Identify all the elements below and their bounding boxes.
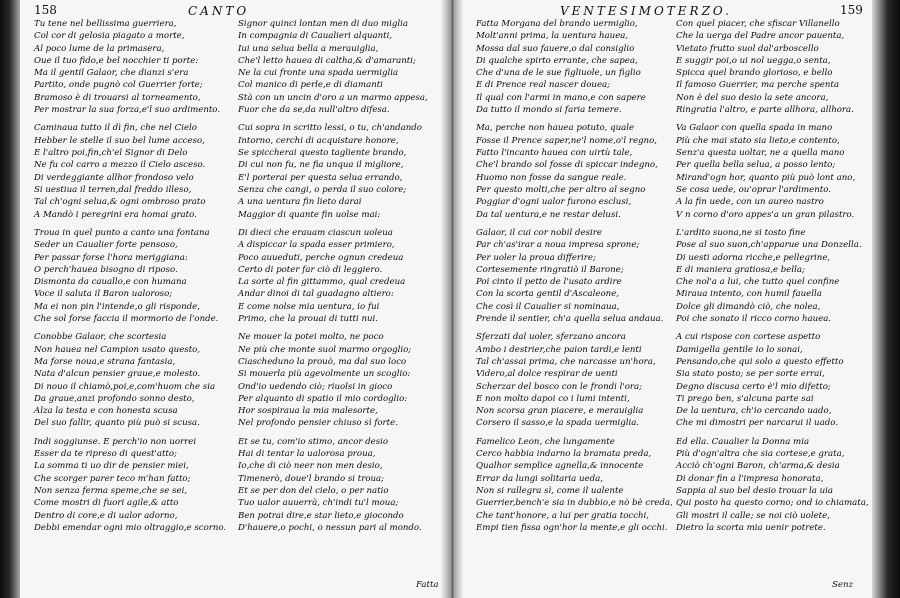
- verse-line: Che'l brando sol fosse di spiccar indegno,: [476, 160, 658, 171]
- verse-line: Ma, perche non hauea potuto, quale: [476, 123, 635, 134]
- verse-line: Vietato frutto suol dal'arboscello: [676, 43, 819, 54]
- verse-line: Più che mai stato sia lieto,e contento,: [676, 135, 840, 146]
- verse-line: Nata d'alcun pensier graue,e molesto.: [34, 369, 201, 380]
- verse-line: Huomo non fosse da sangue reale.: [476, 172, 627, 183]
- verse-line: Molt'anni prima, la uentura hauea,: [476, 31, 629, 42]
- verse-line: Seder un Caualier forte pensoso,: [34, 240, 178, 251]
- verse-line: Mossa dal suo fauere,o dal consiglio: [476, 43, 635, 54]
- verse-line: Per uoler la proua differire;: [476, 252, 596, 263]
- verse-line: Tal ch'ogni selua,& ogni ombroso prato: [34, 197, 206, 208]
- stanza: [676, 436, 876, 534]
- verse-line: Ben potrai dire,e star lieto,e giocondo: [238, 510, 404, 521]
- verse-line: Come mostri di fuori agile,& atto: [34, 498, 179, 509]
- verse-line: Che sol forse faccia il mormorio de l'onde.: [34, 314, 219, 325]
- stanza: [34, 227, 239, 325]
- verse-line: Col cor di gelosia piagato a morte,: [34, 31, 185, 42]
- verse-line: Che mi dimostri per narcarui il uado.: [676, 418, 838, 429]
- verse-line: Certo di poter far ciò di leggiero.: [238, 264, 383, 275]
- verse-line: Ma ei non pin l'intende,o gli risponde,: [34, 301, 200, 312]
- verse-line: Pensando,che qui solo a questo effetto: [676, 357, 844, 367]
- verse-line: Ne la cui fronte una spada uermiglia: [238, 68, 399, 79]
- verse-line: Io,che di ciò neer non men desio,: [238, 461, 383, 472]
- verse-line: E'l porterai per questa selua errando,: [238, 172, 403, 183]
- verse-line: Tal ch'assai prima, che narcasse un'hora,: [476, 357, 656, 367]
- verse-line: Voce il saluta il Baron ualoroso;: [34, 289, 173, 300]
- verse-line: Scherzar del bosco con le frondi l'ora;: [476, 381, 643, 392]
- left-column-1: [34, 18, 239, 540]
- verse-line: Si mouerla più agevolmente un scoglio:: [238, 369, 411, 380]
- verse-line: Di cui non fu, ne fia unqua il migliore,: [238, 160, 404, 171]
- verse-line: Al poco lume de la primasera,: [34, 43, 165, 54]
- right-book-edge: [872, 0, 900, 598]
- verse-line: Ne mouer la potei molto, ne poco: [238, 332, 384, 343]
- right-catchword: Senz: [832, 580, 854, 590]
- verse-line: Più d'ogn'altra che sia cortese,e grata,: [676, 449, 845, 460]
- verse-line: Ma forse noua,e strana fantasia,: [34, 357, 176, 367]
- verse-line: Che tant'honore, a lui per gratia tocchi,: [476, 510, 650, 521]
- right-column-1: [476, 18, 674, 540]
- verse-line: Di dieci che erauam ciascun uoleua: [238, 227, 393, 238]
- verse-line: D'hauere,o pochi, o nessun pari al mondo.: [238, 522, 422, 533]
- verse-line: Primo, che la prouai di tutti nui.: [238, 314, 379, 325]
- verse-line: Senz'a questa uoltar, ne a quella mano: [676, 148, 845, 159]
- verse-line: Dentro di core,e di ualor adorno,: [34, 510, 178, 521]
- verse-line: La sorte al fin gittammo, qual credeua: [238, 277, 406, 288]
- verse-line: Ambo i destrier,che paion tardi,e lenti: [476, 344, 642, 355]
- right-column-2: [676, 18, 876, 540]
- verse-line: Nel profondo pensier chiuso sì forte.: [238, 418, 398, 429]
- verse-line: Di nouo il chiamò,poi,e,com'huom che sia: [34, 381, 216, 392]
- stanza: [238, 331, 448, 429]
- verse-line: De la uentura, ch'io cercando uado,: [676, 406, 832, 417]
- verse-line: O perch'hauea bisogno di riposo.: [34, 264, 178, 275]
- verse-line: La somma ti uo dir de pensier miei,: [34, 461, 189, 472]
- stanza: [476, 331, 674, 429]
- verse-line: Ne fu col carro a mezzo il Cielo asceso.: [34, 160, 206, 171]
- verse-line: Non si rallegra sì, come il ualente: [476, 486, 624, 497]
- verse-line: E non molto dapoi co i lumi intenti,: [476, 393, 630, 404]
- verse-line: Miraua intento, con humil fauella: [676, 289, 822, 300]
- verse-line: A dispiccar la spada esser primiero,: [238, 240, 395, 251]
- verse-line: Qualhor semplice agnella,& innocente: [476, 461, 644, 472]
- verse-line: Non hauea nel Campion usato questo,: [34, 344, 201, 355]
- verse-line: Dietro la scorta mia uenir potrete.: [676, 522, 826, 533]
- verse-line: Bramoso è di trouarsi al torneamento,: [34, 92, 201, 103]
- verse-line: Videro,al dolce respirar de uenti: [476, 369, 618, 380]
- verse-line: Indi soggiunse. E perch'io non uorrei: [34, 436, 197, 447]
- verse-line: E l'altro poi,fin,ch'el Signor di Delo: [34, 148, 188, 159]
- verse-line: Ma il gentil Galaor, che dianzi s'era: [34, 68, 189, 79]
- verse-line: Sferzati dal uoler, sferzano ancora: [476, 332, 626, 343]
- verse-line: A la fin uede, con un aureo nastro: [676, 197, 824, 208]
- verse-line: Di verdeggiante allhor frondoso velo: [34, 172, 194, 183]
- verse-line: Che così il Caualier si nominaua,: [476, 301, 620, 312]
- verse-line: Che d'una de le sue figliuole, un figlio: [476, 68, 641, 79]
- stanza: [34, 331, 239, 429]
- verse-line: In compagnia di Caualieri alquanti,: [238, 31, 393, 42]
- verse-line: Per mostrar la sua forza,e'l suo ardimento.: [34, 105, 221, 116]
- stanza: [238, 18, 448, 116]
- verse-line: Non scorsa gran piacere, e merauiglia: [476, 406, 644, 417]
- verse-line: Poi cinto il petto de l'usato ardire: [476, 277, 622, 288]
- verse-line: Il qual con l'armi in mano,e con sapere: [476, 92, 646, 103]
- verse-line: E come nolse mia uentura, io fui: [238, 301, 380, 312]
- verse-line: V n corno d'oro appes'a un gran pilastro.: [676, 209, 855, 220]
- stanza: [676, 331, 876, 429]
- verse-line: Il famoso Guerrier, ma perche spenta: [676, 80, 839, 91]
- left-catchword: Fatta: [416, 580, 439, 590]
- stanza: [676, 18, 876, 116]
- verse-line: Fuor che da se,da null'altro difesa.: [238, 105, 390, 116]
- verse-line: L'ardito suona,ne si tosto fine: [676, 227, 806, 238]
- verse-line: Dismonta da cauallo,e con humana: [34, 277, 187, 288]
- verse-line: Caminaua tutto il dì fin, che nel Cielo: [34, 123, 197, 134]
- verse-line: Fatta Morgana del brando uermiglio,: [476, 19, 638, 29]
- verse-line: Se cosa uede, ou'oprar l'ardimento.: [676, 184, 832, 195]
- verse-line: Per questo molti,che per altro al segno: [476, 184, 646, 195]
- verse-line: Corsero il sasso,e la spada uermiglia.: [476, 418, 640, 429]
- verse-line: Che'l letto hauea di caltha,& d'amaranti;: [238, 55, 416, 66]
- verse-line: Da tal uentura,e ne restar delusi.: [476, 209, 621, 220]
- verse-line: Non è del suo desio la sete ancora,: [676, 92, 829, 103]
- verse-line: Di donar fin a l'impresa honorata,: [676, 473, 824, 484]
- stanza: [476, 122, 674, 220]
- verse-line: Ond'io uedendo ciò; riuolsi in gioco: [238, 381, 393, 392]
- stanza: [676, 227, 876, 325]
- verse-line: Dolce gli dimandò ciò, che nolea,: [676, 301, 821, 312]
- verse-line: Col manico di perle,e di diamanti: [238, 80, 383, 91]
- stanza: [238, 436, 448, 534]
- left-column-2: [238, 18, 448, 540]
- verse-line: Ciascheduno la prouò, ma dal suo loco: [238, 357, 407, 367]
- verse-line: Debbi emendar ogni mio oltraggio,e scorno.: [34, 522, 227, 533]
- verse-line: Va Galaor con quella spada in mano: [676, 123, 833, 134]
- verse-line: Senza che cangi, o perda il suo colore;: [238, 184, 407, 195]
- verse-line: Acciò ch'ogni Baron, ch'arma,& desia: [676, 461, 840, 472]
- stanza: [476, 227, 674, 325]
- verse-line: E di Prence real nascer douea;: [476, 80, 611, 91]
- verse-line: Empi tien fissa ogn'hor la mente,e gli occhi.: [476, 522, 668, 533]
- verse-line: Hebber le stelle il suo bel lume acceso,: [34, 135, 205, 146]
- verse-line: Per quella bella selua, a posso lento;: [676, 160, 836, 171]
- verse-line: Par ch'as'irar a noua impresa sprone;: [476, 240, 640, 251]
- stanza: [676, 122, 876, 220]
- stanza: [34, 122, 239, 220]
- verse-line: Da graue,anzi profondo sonno desto,: [34, 393, 195, 404]
- verse-line: Stà con un uncin d'oro a un marmo appesa,: [238, 92, 428, 103]
- verse-line: Conobbe Galaor, che scortesia: [34, 332, 167, 343]
- verse-line: Damigella gentile io lo sonai,: [676, 344, 803, 355]
- left-page: [20, 0, 456, 598]
- verse-line: Del suo fallir, quanto più può si scusa.: [34, 418, 200, 429]
- verse-line: A una uentura fin lieto darai: [238, 197, 362, 208]
- left-page-number: 158: [34, 3, 57, 17]
- verse-line: Gli mostri il calle; se noi ciò uolete,: [676, 510, 830, 521]
- verse-line: Degno discusa certo è'l mio difetto;: [676, 381, 831, 392]
- stanza: [238, 122, 448, 220]
- verse-line: Si uestiua il terren,dal freddo illeso,: [34, 184, 192, 195]
- verse-line: Intorno, cerchi di acquistare honore,: [238, 135, 399, 146]
- verse-line: Et se tu, com'io stimo, ancor desio: [238, 436, 389, 447]
- verse-line: Da tutto il mondo si faria temere.: [476, 105, 622, 116]
- verse-line: Alza la testa e con honesta scusa: [34, 406, 178, 417]
- verse-line: Che nol'a a lui, che tutto quel confine: [676, 277, 840, 288]
- verse-line: Con quel piacer, che sfiscar Villanello: [676, 19, 840, 29]
- verse-line: Spicca quel brando glorioso, e bello: [676, 68, 833, 79]
- verse-line: Iui una selua bella a merauiglia,: [238, 43, 379, 54]
- verse-line: A cui rispose con cortese aspetto: [676, 332, 821, 343]
- verse-line: Poco auueduti, perche ognun credeua: [238, 252, 404, 263]
- verse-line: Non senza ferma speme,che se sei,: [34, 486, 188, 497]
- verse-line: Maggior di quante fin uolse mai:: [238, 209, 381, 220]
- verse-line: Cerco habbia indarno la bramata preda,: [476, 449, 652, 460]
- book-gutter: [441, 0, 463, 598]
- verse-line: Et se per don del cielo, o per natio: [238, 486, 389, 497]
- verse-line: Hai di tentar la ualorosa proua,: [238, 449, 376, 460]
- verse-line: Ed ella. Caualier la Donna mia: [676, 436, 810, 447]
- right-page-number: 159: [840, 3, 863, 17]
- verse-line: Hor sospiraua la mia malesorte,: [238, 406, 378, 417]
- verse-line: Esser da te ripreso di quest'atto;: [34, 449, 177, 460]
- verse-line: Timenerò, doue'l brando si troua;: [238, 473, 385, 484]
- verse-line: Oue il tuo fido,e bel nocchier ti porte:: [34, 55, 199, 66]
- verse-line: Se spiccherai questo tagliente brando,: [238, 148, 407, 159]
- verse-line: E suggir poi,o ui nol uegga,o senta,: [676, 55, 831, 66]
- verse-line: Ringratia l'altro, e parte allhora, allhora.: [676, 105, 854, 116]
- right-page: [452, 0, 884, 598]
- verse-line: Signor quinci lontan men di duo miglia: [238, 19, 409, 29]
- verse-line: Con la scorta gentil d'Ascaleone,: [476, 289, 620, 300]
- stanza: [476, 18, 674, 116]
- stanza: [238, 227, 448, 325]
- verse-line: Troua in quel punto a canto una fontana: [34, 227, 210, 238]
- verse-line: Guerrier,bench'e sia in dubbio,e nò bè creda,: [476, 498, 673, 509]
- verse-line: Famelico Leon, che lungamente: [476, 436, 615, 447]
- verse-line: Poi che sonato il ricco corno hauea.: [676, 314, 832, 325]
- verse-line: Poggiar d'ogni ualor furono esclusi,: [476, 197, 632, 208]
- verse-line: Pose al suo suon,ch'apparue una Donzella.: [676, 240, 862, 251]
- verse-line: Ne più che monte suol marmo orgoglio;: [238, 344, 412, 355]
- verse-line: Errar da lungi solitaria ueda,: [476, 473, 603, 484]
- verse-line: Tuo ualor auuerrà, ch'indi tu'l moua;: [238, 498, 399, 509]
- verse-line: Di uesti adorna ricche,e pellegrine,: [676, 252, 831, 263]
- verse-line: Di qualche spirto errante, che sapea,: [476, 55, 638, 66]
- verse-line: Prende il sentier, ch'a quella selua andaua.: [476, 314, 664, 325]
- right-running-head: VENTESIMOTERZO.: [560, 4, 732, 18]
- verse-line: A Mandò i peregrini era homai grato.: [34, 209, 197, 220]
- verse-line: Qui posto ha questo corno; ond io chiamata,: [676, 498, 869, 509]
- verse-line: Fatto l'incanto hauea con uirtù tale,: [476, 148, 633, 159]
- verse-line: Andar dinoi di tal guadagno altiero:: [238, 289, 394, 300]
- verse-line: Galaor, il cui cor nobil desire: [476, 227, 602, 238]
- verse-line: Sia stato posto; se per sorte errai,: [676, 369, 825, 380]
- verse-line: Partito, onde pugnò col Guerrier forte;: [34, 80, 203, 91]
- verse-line: Tu tene nel bellissima guerriera,: [34, 19, 177, 29]
- verse-line: Cui sopra in scritto lessi, o tu, ch'andando: [238, 123, 422, 134]
- left-running-head: CANTO: [188, 4, 250, 18]
- verse-line: Mirand'ogn hor, quanto più può lont ano,: [676, 172, 856, 183]
- stanza: [476, 436, 674, 534]
- verse-line: E di maniera gratiosa,e bella;: [676, 264, 805, 275]
- verse-line: Per alquanto di spatio il mio cordoglio:: [238, 393, 408, 404]
- verse-line: Che la uerga del Padre ancor pauenta,: [676, 31, 845, 42]
- verse-line: Cortesemente ringratiò il Barone;: [476, 264, 624, 275]
- stanza: [34, 18, 239, 116]
- stanza: [34, 436, 239, 534]
- verse-line: Che scorger parer teco m'han fatto;: [34, 473, 191, 484]
- verse-line: Per passar forse l'hora meriggiana:: [34, 252, 188, 263]
- verse-line: Ti prego ben, s'alcuna parte sai: [676, 393, 814, 404]
- verse-line: Sappia al suo bel desio trouar la uia: [676, 486, 834, 497]
- verse-line: Fosse il Prence saper,ne'l nome,o'l regno,: [476, 135, 657, 146]
